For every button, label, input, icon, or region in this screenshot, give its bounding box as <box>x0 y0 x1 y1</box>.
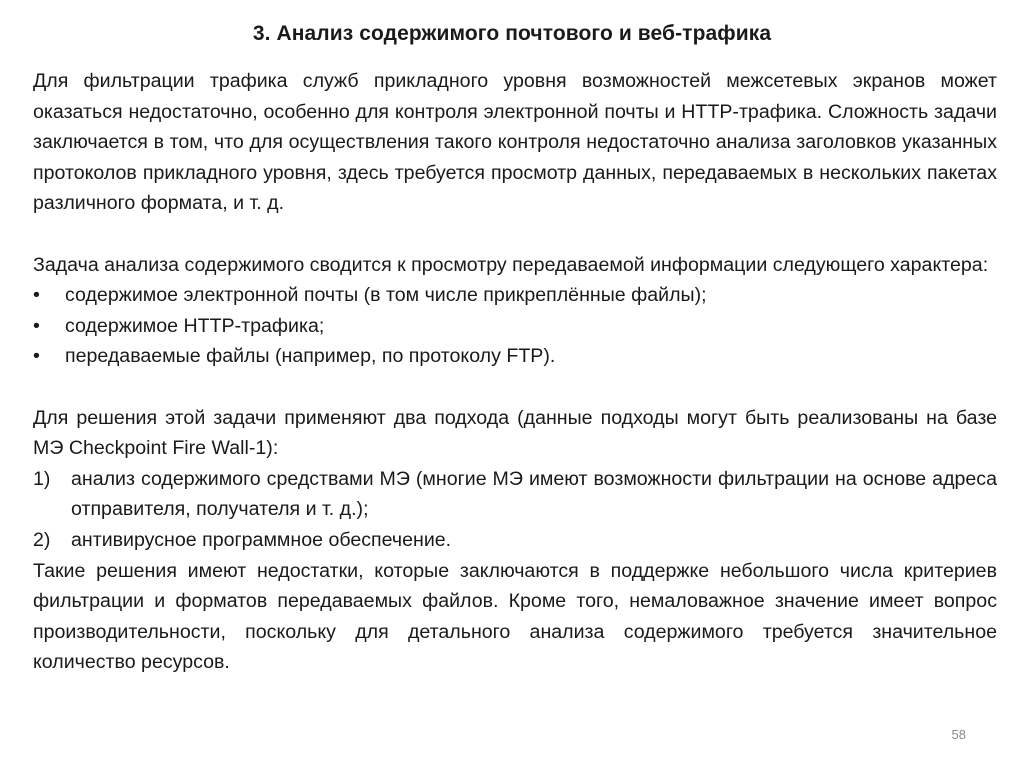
numbered-text: анализ содержимого средствами МЭ (многие МЭ имеют возможности фильтрации на основе адреса отправителя, получателя и т. д.); <box>71 467 997 521</box>
bullet-marker: • <box>33 345 40 368</box>
bullet-item <box>33 341 997 372</box>
intro-paragraph: Для фильтрации трафика служб прикладного уровня возможностей межсетевых экранов может оказаться недостаточно, особенно для контроля электронной почты и HTTP-трафика. Сложность задачи заключается в том, что для осуществления такого контроля недостаточно анализа заголовков указанных протоколов прикладного уровня, здесь требуется просмотр данных, передаваемых в нескольких пакетах различного формата, и т. д. <box>33 70 997 215</box>
bullet-text: содержимое HTTP-трафика; <box>65 314 325 337</box>
bullet-item <box>33 311 997 342</box>
bullet-text: содержимое электронной почты (в том числе прикреплённые файлы); <box>65 284 707 307</box>
number-marker: 1) <box>33 467 51 490</box>
numbered-item <box>33 525 997 556</box>
number-marker: 2) <box>33 528 51 551</box>
page-number: 58 <box>951 727 966 742</box>
numbered-item <box>33 464 997 525</box>
bullet-marker: • <box>33 314 40 337</box>
bullet-text: передаваемые файлы (например, по протоколу FTP). <box>65 345 556 368</box>
drawbacks-paragraph: Такие решения имеют недостатки, которые заключаются в поддержке небольшого числа критериев фильтрации и форматов передаваемых файлов. Кроме того, немаловажное значение имеет вопрос производительности, поскольку для детального анализа содержимого требуется значительное количество ресурсов. <box>33 559 997 674</box>
approaches-paragraph: Для решения этой задачи применяют два подхода (данные подходы могут быть реализованы на базе МЭ Checkpoint Fire Wall-1): <box>33 406 997 460</box>
numbered-text: антивирусное программное обеспечение. <box>71 528 452 551</box>
bullet-marker: • <box>33 284 40 307</box>
slide-body <box>33 66 997 678</box>
bullet-item <box>33 280 997 311</box>
content-analysis-paragraph: Задача анализа содержимого сводится к просмотру передаваемой информации следующего характера: <box>33 253 989 276</box>
paragraph-spacer <box>33 219 997 250</box>
slide-title: 3. Анализ содержимого почтового и веб-трафика <box>252 22 772 45</box>
paragraph-spacer <box>33 372 997 403</box>
